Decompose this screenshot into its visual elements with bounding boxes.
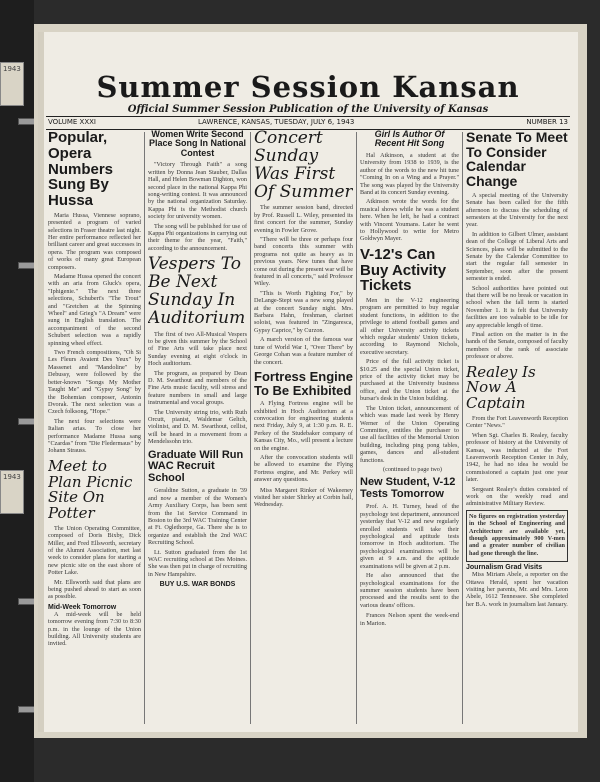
column-4 [360,130,459,726]
article-text: "Victory Through Faith" a song written by Donna Jean Stauber, Dallas Hall, and Helen Bowman Dighton, won second place in the national Kappa Phi song-writing contest. It was announced by the national organization Saturday. Kappa Phi is the Methodist church society for university women. [148,161,247,221]
headline: Graduate Will Run WAC Recruit School [148,448,244,484]
article-text: A Flying Fortress engine will be exhibited in Hoch Auditorium at a convocation for engineering students next Friday, July 9, at 1:30 p.m. R. E. Perkey of the Studebaker company of Kansas City, Mo., will present a lecture on the engine. [254,400,353,452]
column-rule [250,132,251,724]
article-text: The song will be published for use of Kappa Phi organizations in carrying out their theme for the year, "Faith," according to the announcement. [148,222,247,252]
personal-note: Miss Margaret Rinker of Wakeeney visited her sister Shirley at Corbin hall, Wednesday. [254,486,353,509]
article-text: Hal Atkinson, a student at the University from 1938 to 1939, is the author of the words to the new hit tune "Coming In on a Wing and a Prayer." The song was played by the University Band at its concert Sunday evening. [360,151,459,196]
column-2 [148,130,247,726]
article-text: Maria Hussa, Viennese soprano, presented a program of varied selections in Fraser theatre last night. Her entire performance reflected her brilliant career and great successes in opera. The program was composed of works of many great European composers. [48,211,141,271]
subhead: Mid-Week Tomorrow [48,603,117,611]
headline: Vespers To Be Next Sunday In Auditorium [148,254,246,328]
personal-note: Frances Nelson spent the week-end in Marion. [360,612,459,627]
headline: Meet to Plan Picnic Site On Potter [48,456,133,522]
article-text: Price of the full activity ticket is $10.25 and the special Union ticket, price of the activity ticket may be purchased at the University business office, and the Union ticket at the bursar's desk in the Union building. [360,358,459,403]
headline: Girl Is Author Of Recent Hit Song [374,130,445,149]
dateline: LAWRENCE, KANSAS, TUESDAY, JULY 6, 1943 [198,118,355,126]
headline: New Student, V-12 Tests Tomorrow [360,476,456,500]
article-text: "There will be three or perhaps four band concerts this summer with programs not quite as heavy as in previous years. New tunes that have come out during the present war will be featured in all concerts," said Professor Wiley. [254,236,353,288]
boxed-notice-text: No figures on registration yesterday in the School of Engineering and Architecture are available yet, though approximately 900 V-men and a greater number of civilian had gone through the line. [469,512,565,557]
article-text: Men in the V-12 engineering program are permitted to buy regular student functions, in addition to the privilege to attend football games and all other University activity tickets which regular students' Union tickets, according to Raymond Nichols, executive secretary. [360,297,459,356]
article-text: The Union Operating Committee, composed of Doris Bixby, Dick Miller, and Fred Ellsworth, secretary of the Alumni Association, met last week to consider plans for starting a new picnic site on the east shore of Potter Lake. [48,524,141,577]
article-text: Sergeant Realey's duties consisted of work on the weekly read and administrative Military Review. [466,485,568,508]
article-text: School authorities have pointed out that there will be no break or vacation in school when the fall term is started November 1. It is felt that University facilities are too valuable to be idle for any appreciable length of time. [466,284,568,329]
headline: Senate To Meet To Consider Calendar Change [466,130,568,190]
article-text: The program, as prepared by Dean D. M. Swarthout and members of the Fine Arts music faculty, will stress and feature numbers in small and large instrumental and vocal groups. [148,369,247,407]
margin-tab [0,62,24,106]
volume: VOLUME XXXI [48,118,96,126]
headline: Fortress Engine To Be Exhibited [254,368,353,398]
article-text: Miss Miriam Abele, a reporter on the Ottawa Herald, spent her vacation visiting her parents, Mr. and Mrs. Leon Abele, 1612 Tennessee. She completed her B.A. work in journalism last January. [466,571,568,608]
page-edge [38,32,44,732]
column-rule [144,132,145,724]
headline: V-12's Can Buy Activity Tickets [360,245,447,295]
article-text: Final action on the matter is in the hands of the Senate, composed of faculty members of the rank of associate professor or above. [466,331,568,361]
binder-spine [0,0,34,782]
column-3 [254,130,353,726]
margin-tab-text: 1943 [3,65,21,73]
margin-tab [0,470,24,514]
headline: Popular, Opera Numbers Sung By Hussa [48,130,114,209]
article-text: After the convocation students will be allowed to examine the Flying Fortress engine, and Mr. Perkey will answer any questions. [254,454,353,484]
newspaper-page [38,32,578,732]
headline: Concert Sunday Was First Of Summer [254,130,353,202]
article-text: "This is Worth Fighting For," by DeLange-Stept was a new song played at the concert Sunday night. Mrs. Barbara Hahn, freshman, clarinet soloist, was featured in "Zingaresca, Gypsy Caprice," by Curzon. [254,289,353,334]
headline: Women Write Second Place Song In National Contest [148,130,247,158]
article-text: Lt. Sutton graduated from the 1st WAC recruiting school at Des Moines. She was then put in charge of recruiting in New Hampshire. [148,548,247,578]
issue-number: NUMBER 13 [526,118,568,126]
subhead: Journalism Grad Visits [466,564,543,572]
article-text: From the Fort Leavenworth Reception Center "News." [466,414,568,430]
masthead-subtitle: Official Summer Session Publication of the University of Kansas [127,104,489,115]
boxed-notice [466,510,568,562]
column-5 [466,130,568,726]
article-text: The summer session band, directed by Prof. Russell L. Wiley, presented its first concert for the summer, Sunday evening in Fowler Grove. [254,204,353,234]
article-text: A march version of the famous war tune of World War I, "Over There" by George Cohan was a feature number of the concert. [254,336,353,366]
column-rule [356,132,357,724]
article-text: Geraldine Sutton, a graduate in '39 and now a member of the Women's Army Auxiliary Corps, has been sent from the 1st Service Command in Boston to the 3rd WAC Training Center at Ft. Oglethorpe, Ga. There she is to organize and establish the 2nd WAC Recruiting School. [148,487,247,547]
article-text: A mid-week will be held tomorrow evening from 7:30 to 8:30 p.m. in the lounge of the Union building. All University students are invited. [48,610,141,648]
headline: Realey Is Now A Captain [466,362,536,413]
article-text: The next four selections were Italian arias. To close her performance Madame Hussa sang "Czardas" from "Die Fledermaus" by Johann Strauss. [48,417,141,455]
article-text: He also announced that the psychological examinations for the summer session students have been processed and the results sent to the various deans' offices. [360,572,459,609]
continued-note: (continued to page two) [383,465,442,473]
article-text: A special meeting of the University Senate has been called for the fifth afternoon to discuss the scheduling of semesters at the University for the next year. [466,191,568,229]
column-rule [462,132,463,724]
war-bonds-banner: BUY U.S. WAR BONDS [159,581,236,589]
article-text: When Sgt. Charles B. Realey, faculty professor of history at the University of Kansas, was inducted at the Fort Leavenworth Reception Center in July, 1942, he had no idea he would be commissioned a captain just one year later. [466,431,568,484]
article-text: In addition to Gilbert Ulmer, assistant dean of the College of Liberal Arts and Sciences, plans will be submitted to the Senate by the Calendar Committee to start the regular fall semester in September, soon after the present semester is ended. [466,230,568,283]
column-1 [48,130,141,726]
masthead-title: Summer Session Kansan [96,70,520,104]
article-text: The first of two All-Musical Vespers to be given this summer by the School of Fine Arts will take place next Sunday evening at eight o'clock in Hoch auditorium. [148,330,247,368]
dateline-bar [48,117,568,129]
article-text: The Union ticket, announcement of which was made last week by Henry Werner of the Union Operating Committee, entitles the purchaser to use all facilities of the Memorial Union building, including ping pong tables, games, dances and all-student functions. [360,404,459,464]
article-text: Atkinson wrote the words for the musical shows while he was a student here. When he left, he had a contract with Vincent Youmans. Later he went to Hollywood to write for Metro Goldwyn Mayer. [360,198,459,243]
article-text: The University string trio, with Ruth Orcutt, pianist, Waldemar Geltch, violinist, and D. M. Swarthout, cellist, will be heard in a movement from a Mendelssohn trio. [148,408,247,446]
article-text: Two French compositions, "Oh Si Les Fleurs Avaient Des Yeux" by Massenet and "Mandoline" by Debussy, were followed by the better-known "Songs My Mother Taught Me" and "Gypsy Song" by the Bohemian composer, Antonin Dvorak. The next selection was a Czech folksong, "Hope." [48,349,141,416]
article-text: Mr. Ellsworth said that plans are being pushed ahead to start as soon as possible. [48,578,141,601]
article-text: Madame Hussa opened the concert with an aria from Gluck's opera, "Iphigenie." The next three selections, Schubert's "The Trout" and "Gretchen at the Spinning Wheel" and Grieg's "A Dream" were sung in English translation. The accompaniment of the second Schubert selection was a rapidly spinning wheel effect. [48,273,141,347]
article-text: Prof. A. H. Turney, head of the psychology test department, announced yesterday that V-12 and new regularly enrolled students will take their psychological and aptitude tests tomorrow in Hoch auditorium. The psychological examinations will be given at 9 a.m. and the aptitude examinations will be given at 2 p.m. [360,503,459,570]
margin-tab-text: 1943 [3,473,21,481]
